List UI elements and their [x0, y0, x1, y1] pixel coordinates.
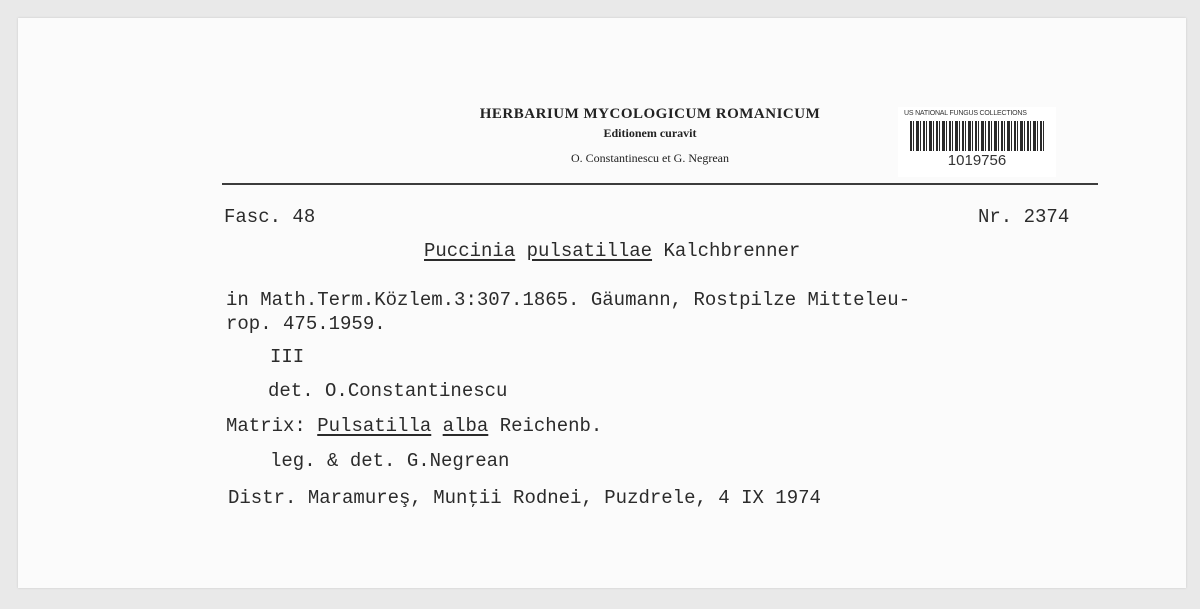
matrix-host	[226, 415, 602, 437]
barcode-icon	[910, 121, 1044, 151]
collector: leg. & det. G.Negrean	[270, 450, 510, 472]
herbarium-title: HERBARIUM MYCOLOGICUM ROMANICUM	[479, 106, 821, 122]
citation-line-2: rop. 475.1959.	[226, 313, 386, 335]
citation-line-1: in Math.Term.Közlem.3:307.1865. Gäumann, Rostpilze Mitteleu-	[226, 289, 911, 311]
herbarium-editors: O. Constantinescu et G. Negrean	[571, 151, 729, 165]
spore-stage: III	[270, 346, 305, 368]
specimen-number: Nr. 2374	[978, 206, 1070, 228]
herbarium-subtitle: Editionem curavit	[603, 126, 697, 140]
matrix-genus: Pulsatilla	[317, 415, 432, 437]
matrix-epithet: alba	[442, 415, 489, 437]
matrix-label: Matrix:	[226, 415, 306, 437]
locality: Distr. Maramureş, Munţii Rodnei, Puzdrele, 4 IX 1974	[228, 487, 821, 509]
header-block	[430, 104, 870, 167]
species-name	[424, 240, 800, 262]
barcode-label	[898, 107, 1056, 177]
barcode-collection-name: US NATIONAL FUNGUS COLLECTIONS	[904, 110, 1027, 117]
fascicle-number: Fasc. 48	[224, 206, 316, 228]
determiner: det. O.Constantinescu	[268, 380, 508, 402]
species-epithet: pulsatillae	[526, 240, 653, 262]
species-author: Kalchbrenner	[663, 240, 801, 262]
barcode-number: 1019756	[947, 152, 1007, 169]
species-genus: Puccinia	[424, 240, 516, 262]
matrix-author: Reichenb.	[499, 415, 603, 437]
header-divider	[222, 183, 1098, 185]
